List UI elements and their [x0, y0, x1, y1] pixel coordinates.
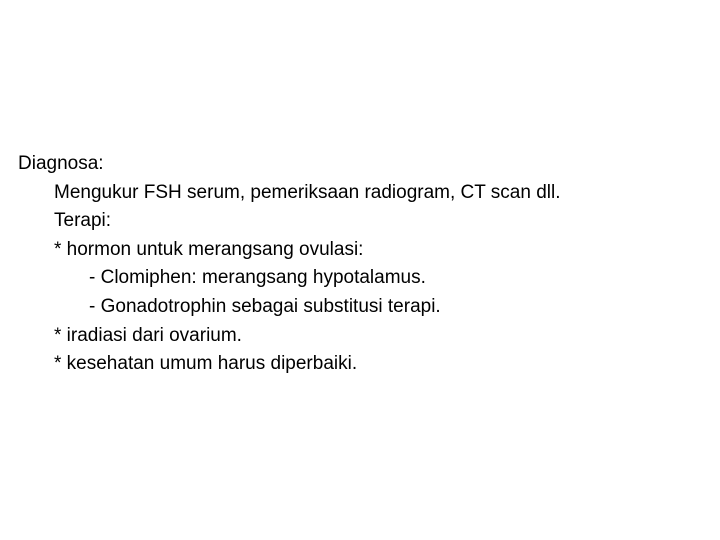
terapi-item-kesehatan: * kesehatan umum harus diperbaiki. [54, 353, 358, 375]
diagnosa-detail: Mengukur FSH serum, pemeriksaan radiogram, CT scan dll. [54, 181, 561, 203]
hormon-subitem-clomiphen: - Clomiphen: merangsang hypotalamus. [89, 267, 426, 289]
slide-body [18, 150, 708, 379]
terapi-item-iradiasi: * iradiasi dari ovarium. [54, 324, 242, 346]
heading-diagnosa: Diagnosa: [18, 153, 104, 174]
terapi-item-hormon: * hormon untuk merangsang ovulasi: [54, 238, 364, 260]
heading-terapi: Terapi: [54, 210, 112, 232]
hormon-subitem-gonadotrophin: - Gonadotrophin sebagai substitusi terapi. [89, 295, 441, 317]
